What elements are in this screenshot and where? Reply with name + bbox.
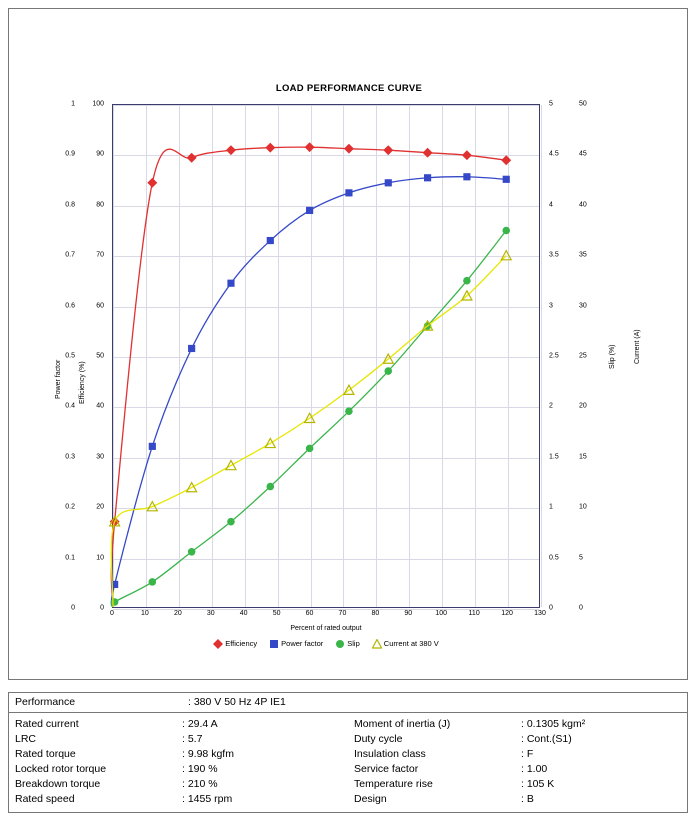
axis-label-x: Percent of rated output <box>290 625 362 632</box>
spec-key: LRC <box>15 733 37 745</box>
data-point <box>383 145 393 155</box>
spec-value: : 29.4 A <box>182 718 218 730</box>
data-point <box>501 155 511 165</box>
spec-key: Temperature rise <box>354 778 433 790</box>
spec-value: : Cont.(S1) <box>521 733 572 745</box>
axis-tick: 15 <box>579 453 587 461</box>
axis-tick: 2.5 <box>549 352 559 360</box>
axis-slip <box>545 100 569 612</box>
axis-tick: 100 <box>92 100 104 108</box>
spec-value: : F <box>521 748 534 760</box>
spec-key: Locked rotor torque <box>15 763 107 775</box>
axis-tick: 4 <box>549 201 553 209</box>
spec-value: : 1455 rpm <box>182 793 233 805</box>
spec-row <box>15 777 348 792</box>
axis-tick: 90 <box>404 610 413 617</box>
axis-tick: 70 <box>96 251 104 259</box>
spec-row <box>354 747 687 762</box>
spec-row <box>15 717 348 732</box>
axis-tick: 1 <box>71 100 75 108</box>
spec-key: Rated torque <box>15 748 76 760</box>
spec-row <box>354 717 687 732</box>
legend-item <box>372 639 439 648</box>
performance-value: : 380 V 50 Hz 4P IE1 <box>188 696 286 708</box>
axis-tick: 60 <box>96 302 104 310</box>
series-line <box>111 256 506 607</box>
data-point <box>423 148 433 158</box>
data-point <box>188 548 196 556</box>
spec-row <box>354 762 687 777</box>
axis-tick: 130 <box>534 610 546 617</box>
axis-tick: 40 <box>96 402 104 410</box>
legend-item <box>213 639 257 648</box>
spec-value: : 210 % <box>182 778 218 790</box>
axis-tick: 110 <box>468 610 480 617</box>
spec-row <box>15 732 348 747</box>
chart-title: LOAD PERFORMANCE CURVE <box>275 83 423 94</box>
axis-tick: 10 <box>96 554 104 562</box>
data-point <box>149 443 156 450</box>
legend-marker-triangle-icon <box>372 639 381 648</box>
axis-tick: 0 <box>71 604 75 612</box>
spec-row <box>15 762 348 777</box>
axis-label-current: Current (A) <box>634 329 641 364</box>
spec-row <box>354 777 687 792</box>
spec-key: Moment of inertia (J) <box>354 718 451 730</box>
axis-tick: 2 <box>549 402 553 410</box>
axis-tick: 20 <box>96 503 104 511</box>
axis-tick: 5 <box>579 554 583 562</box>
axis-label-efficiency: Efficiency (%) <box>79 361 86 404</box>
plot-area <box>112 104 540 608</box>
spec-row <box>354 792 687 807</box>
chart-legend <box>112 639 540 648</box>
legend-marker-circle-icon <box>335 639 344 648</box>
axis-tick: 0.4 <box>65 402 75 410</box>
axis-efficiency <box>81 100 107 612</box>
legend-marker-square-icon <box>269 639 278 648</box>
axis-tick: 40 <box>579 201 587 209</box>
legend-label: Efficiency <box>225 639 258 648</box>
legend-label: Slip <box>347 639 360 648</box>
axis-tick: 25 <box>579 352 587 360</box>
axis-tick: 30 <box>96 453 104 461</box>
axis-tick: 40 <box>239 610 248 617</box>
spec-column-right <box>348 717 687 807</box>
axis-tick: 80 <box>96 201 104 209</box>
data-point <box>503 176 510 183</box>
axis-tick: 0.6 <box>65 302 75 310</box>
legend-marker-diamond-icon <box>213 639 222 648</box>
series-power-factor <box>111 173 510 607</box>
axis-tick: 80 <box>371 610 380 617</box>
data-point <box>345 189 352 196</box>
axis-x <box>110 610 546 624</box>
series-slip <box>111 227 510 607</box>
data-point <box>385 179 392 186</box>
axis-tick: 1 <box>549 503 553 511</box>
spec-key: Insulation class <box>354 748 426 760</box>
spec-value: : 9.98 kgfm <box>182 748 234 760</box>
axis-tick: 70 <box>338 610 347 617</box>
axis-tick: 0 <box>579 604 583 612</box>
gridline-vertical <box>541 105 542 607</box>
spec-value: : 1.00 <box>521 763 548 775</box>
data-point <box>502 227 510 235</box>
data-point <box>462 150 472 160</box>
series-line <box>111 177 506 607</box>
spec-key: Service factor <box>354 763 419 775</box>
axis-tick: 45 <box>579 150 587 158</box>
axis-tick: 60 <box>305 610 314 617</box>
axis-tick: 50 <box>272 610 281 617</box>
axis-tick: 35 <box>579 251 587 259</box>
data-point <box>187 153 197 163</box>
axis-tick: 3 <box>549 302 553 310</box>
spec-row <box>354 732 687 747</box>
axis-tick: 10 <box>141 610 149 617</box>
spec-value: : 0.1305 kgm² <box>521 718 586 730</box>
axis-tick: 3.5 <box>549 251 559 259</box>
axis-tick: 0.8 <box>65 201 75 209</box>
axis-tick: 1.5 <box>549 453 559 461</box>
spec-value: : 105 K <box>521 778 555 790</box>
data-point <box>267 483 275 491</box>
spec-value: : 190 % <box>182 763 218 775</box>
data-point <box>424 174 431 181</box>
axis-tick: 50 <box>96 352 104 360</box>
performance-table <box>8 692 688 813</box>
spec-row <box>15 792 348 807</box>
axis-tick: 20 <box>579 402 587 410</box>
data-point <box>227 280 234 287</box>
series-line <box>111 147 506 607</box>
spec-key: Breakdown torque <box>15 778 101 790</box>
spec-key: Rated current <box>15 718 79 730</box>
data-point <box>188 345 195 352</box>
axis-tick: 90 <box>96 150 104 158</box>
spec-columns <box>9 713 687 812</box>
data-point <box>345 407 353 415</box>
data-point <box>147 178 157 188</box>
spec-key: Duty cycle <box>354 733 403 745</box>
data-point <box>267 237 274 244</box>
axis-label-power-factor: Power factor <box>55 359 62 399</box>
spec-value: : B <box>521 793 534 805</box>
performance-label: Performance <box>15 696 76 708</box>
legend-item <box>269 639 323 648</box>
legend-label: Current at 380 V <box>383 639 439 648</box>
data-point <box>463 173 470 180</box>
legend-item <box>335 639 360 648</box>
axis-tick: 4.5 <box>549 150 559 158</box>
axis-tick: 10 <box>579 503 587 511</box>
axis-tick: 0.7 <box>65 251 75 259</box>
axis-tick: 30 <box>579 302 587 310</box>
data-point <box>344 144 354 154</box>
axis-tick: 30 <box>206 610 215 617</box>
spec-key: Design <box>354 793 387 805</box>
spec-column-left <box>9 717 348 807</box>
data-point <box>149 578 157 586</box>
axis-tick: 0.5 <box>549 554 559 562</box>
axis-label-slip: Slip (%) <box>609 344 616 369</box>
axis-tick: 5 <box>549 100 553 108</box>
axis-tick: 0.2 <box>65 503 75 511</box>
legend-label: Power factor <box>281 639 324 648</box>
data-point <box>305 142 315 152</box>
axis-tick: 0 <box>549 604 553 612</box>
spec-row <box>15 747 348 762</box>
axis-tick: 20 <box>173 610 182 617</box>
data-point <box>384 367 392 375</box>
axis-tick: 120 <box>501 610 513 617</box>
series-current-at-380-v <box>110 251 512 607</box>
axis-tick: 0.9 <box>65 150 75 158</box>
performance-header-row <box>9 693 687 713</box>
data-point <box>306 207 313 214</box>
axis-tick: 100 <box>435 610 448 617</box>
axis-tick: 0.1 <box>65 554 75 562</box>
axis-tick: 0 <box>100 604 104 612</box>
data-point <box>227 518 235 526</box>
axis-tick: 0.3 <box>65 453 75 461</box>
series-layer <box>113 105 539 607</box>
data-point <box>463 277 471 285</box>
data-point <box>226 145 236 155</box>
data-point <box>306 445 314 453</box>
spec-value: : 5.7 <box>182 733 203 745</box>
axis-tick: 0.5 <box>65 352 75 360</box>
axis-tick: 50 <box>579 100 587 108</box>
axis-current <box>575 100 599 612</box>
axis-power-factor <box>56 100 78 612</box>
chart-panel <box>8 8 688 680</box>
spec-key: Rated speed <box>15 793 75 805</box>
axis-tick: 0 <box>110 610 114 617</box>
data-point <box>111 598 119 606</box>
data-point <box>265 143 275 153</box>
